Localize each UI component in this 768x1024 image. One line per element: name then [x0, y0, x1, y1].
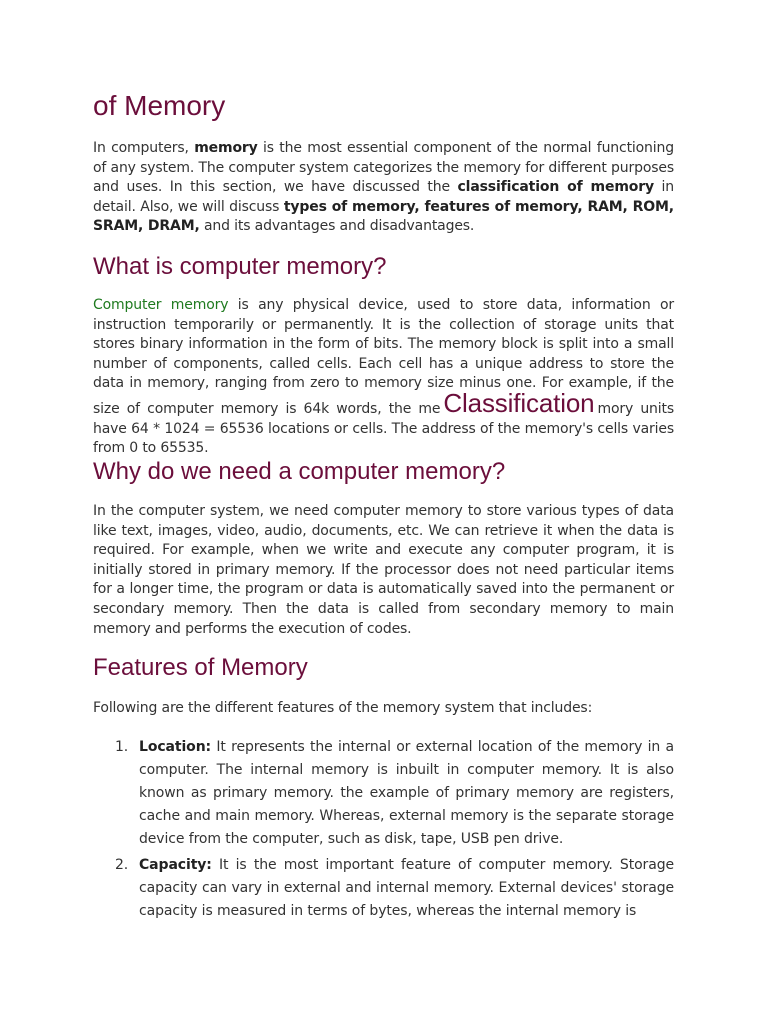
bold-types-list: types of memory, features of memory, RAM, ROM, SRAM, DRAM,: [93, 198, 674, 235]
intro-paragraph: In computers, memory is the most essential component of the normal functioning of any system. The computer system categorizes the memory for different purposes and uses. In this section, we have discussed the classification of memory in detail. Also, we will discuss types of memory, features of memory, RAM, ROM, SRAM, DRAM, and its advantages and disadvantages.: [93, 140, 674, 235]
classification-overlay: Classification: [443, 387, 595, 418]
why-paragraph: In the computer system, we need computer memory to store various types of data like text, images, video, audio, documents, etc. We can retrieve it when the data is required. For example, when we write and execute any computer program, it is initially stored in primary memory. If the processor does not need particular items for a longer time, the program or data is automatically saved into the permanent or secondary memory. Then the data is called from secondary memory to main memory and performs the execution of codes.: [93, 503, 674, 637]
heading-why-memory: Why do we need a computer memory?: [93, 458, 506, 485]
heading-features: Features of Memory: [93, 654, 308, 681]
list-item: 1. Location: It represents the internal or external location of the memory in a computer. The internal memory is inbuilt in computer memory. It is also known as primary memory. the example of primary memory are registers, cache and main memory. Whereas, external memory is the separate storage device from the computer, such as disk, tape, USB pen drive.: [93, 736, 674, 851]
what-paragraph: Computer memory is any physical device, used to store data, information or instruction temporarily or permanently. It is the collection of storage units that stores binary information in the form of bits. The memory block is split into a small number of components, called cells. Each cell has a unique address to store the data in memory, ranging from zero to memory size minus one. For example, if the size of computer memory is 64k words, the me Classification mory units have 64 * 1024 = 65536 locations or cells. The address of the memory's cells varies from 0 to 65535.: [93, 297, 674, 457]
heading-what-is-memory: What is computer memory?: [93, 253, 387, 280]
features-intro: Following are the different features of the memory system that includes:: [93, 700, 593, 716]
list-number: 1.: [115, 739, 129, 755]
list-item: 2. Capacity: It is the most important feature of computer memory. Storage capacity can vary in external and internal memory. External devices' storage capacity is measured in terms of bytes, whereas the internal memory is: [93, 854, 674, 923]
features-list: [93, 736, 674, 923]
feature-label: Location:: [139, 739, 212, 755]
feature-label: Capacity:: [139, 857, 212, 873]
page-title: of Memory: [93, 90, 226, 121]
list-number: 2.: [115, 857, 129, 873]
bold-memory: memory: [194, 140, 258, 156]
computer-memory-link[interactable]: Computer memory: [93, 297, 229, 313]
bold-classification: classification of memory: [457, 179, 654, 196]
